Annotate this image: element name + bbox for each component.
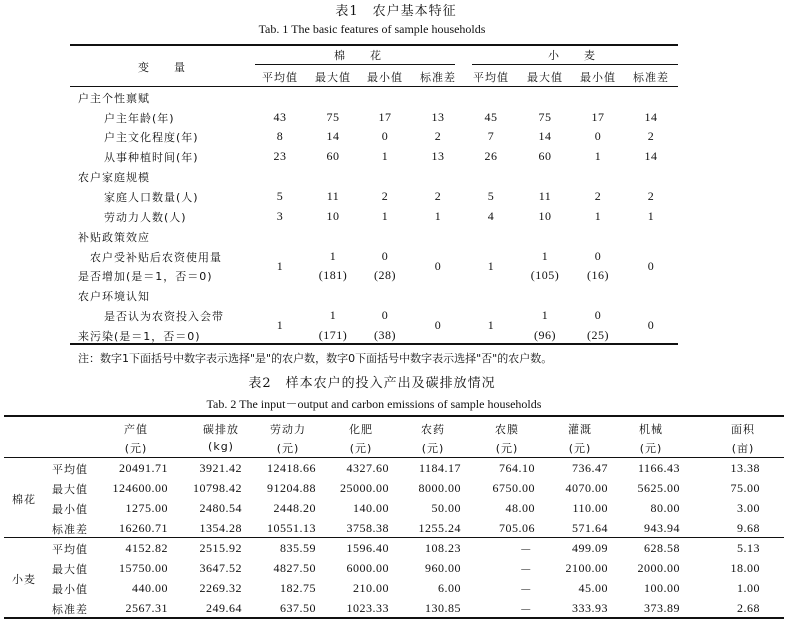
table1-cell: 0	[434, 259, 442, 273]
table2-header: 劳动力	[270, 423, 306, 436]
table1-cell: 1	[434, 209, 442, 223]
table2-cell: 20491.71	[119, 461, 168, 475]
table2-stat-label: 平均值	[52, 543, 88, 556]
table1-cell: 14	[326, 129, 340, 143]
table2-header: 化肥	[349, 423, 373, 436]
table2-cell: 1.00	[737, 581, 760, 595]
table2-cell: 5625.00	[637, 481, 680, 495]
table1-cell: 0	[434, 318, 442, 332]
table1-header-variable: 变 量	[138, 61, 186, 74]
table1-cell-count: (38)	[374, 328, 396, 342]
table1-cell: 23	[273, 149, 287, 163]
table1-cell: 0	[381, 249, 389, 263]
table1-section-title: 补贴政策效应	[78, 231, 150, 244]
table2-cell: 2000.00	[637, 561, 680, 575]
table2-top-rule	[4, 415, 784, 417]
table1-header-stat: 标准差	[420, 71, 456, 84]
table1-cell: 1	[541, 308, 549, 322]
table2-header: 农膜	[495, 423, 519, 436]
table2-cell: 6.00	[438, 581, 461, 595]
table1-header-stat: 最大值	[315, 71, 351, 84]
table1-caption-en: Tab. 1 The basic features of sample households	[258, 22, 486, 36]
table2-header: 机械	[639, 423, 663, 436]
table2-cell: －	[519, 543, 533, 557]
table2-cell: 8000.00	[418, 481, 461, 495]
table2-cell: 1184.17	[418, 461, 461, 475]
table2-cell: 3921.42	[199, 461, 242, 475]
table2-unit: (元)	[349, 442, 373, 455]
table1-cell: 75	[326, 110, 340, 124]
table1-header-stat: 平均值	[262, 71, 298, 84]
table2-unit: (kg)	[208, 440, 234, 453]
table2-cell: 45.00	[578, 581, 608, 595]
table2-cell: 2567.31	[125, 601, 168, 615]
table2-cell: 130.85	[425, 601, 461, 615]
table2-stat-label: 标准差	[52, 603, 88, 616]
table2-cell: 2448.20	[273, 501, 316, 515]
table2-cell: 5.13	[737, 541, 760, 555]
table1-row-label: 家庭人口数量(人)	[104, 191, 199, 204]
table2-cell: －	[519, 563, 533, 577]
table1-caption-cn: 表1 农户基本特征	[335, 4, 457, 19]
table2-stat-label: 最大值	[52, 563, 88, 576]
table2-cell: 835.59	[280, 541, 316, 555]
table1-row-label: 是否增加(是＝1，否＝0)	[78, 270, 213, 283]
table2-caption-en: Tab. 2 The input－output and carbon emissions of sample households	[206, 397, 542, 411]
table2-cell: 736.47	[572, 461, 608, 475]
table1-cell: 7	[487, 129, 495, 143]
table2-unit: (元)	[639, 442, 663, 455]
table1-cell: 43	[273, 110, 287, 124]
table2-cell: 2269.32	[199, 581, 242, 595]
table1-cell: 17	[378, 110, 392, 124]
table2-cell: 9.68	[737, 521, 760, 535]
table1-cell: 0	[381, 308, 389, 322]
table2-cell: 3.00	[737, 501, 760, 515]
table2-cell: 18.00	[730, 561, 760, 575]
table1-cell: 2	[381, 189, 389, 203]
table2-cell: 3758.38	[346, 521, 389, 535]
table1-header-stat: 平均值	[473, 71, 509, 84]
table1-cell: 0	[594, 249, 602, 263]
table2-cell: 249.64	[206, 601, 242, 615]
table1-header-stat: 最小值	[580, 71, 616, 84]
table1-header-wheat: 小 麦	[548, 49, 596, 62]
table2-cell: 50.00	[431, 501, 461, 515]
table1-cell: 1	[541, 249, 549, 263]
table2-cell: 100.00	[644, 581, 680, 595]
table1-cell: 1	[276, 259, 284, 273]
table2-cell: 12418.66	[267, 461, 316, 475]
table1-cell: 0	[647, 318, 655, 332]
table2-cell: 10551.13	[267, 521, 316, 535]
table2-unit: (元)	[421, 442, 445, 455]
table2-cell: 6750.00	[492, 481, 535, 495]
table2-cell: 960.00	[425, 561, 461, 575]
table2-stat-label: 最大值	[52, 483, 88, 496]
table1-cell: 1	[594, 209, 602, 223]
table2-cell: 764.10	[499, 461, 535, 475]
table2-unit: (亩)	[731, 442, 755, 455]
table2-stat-label: 平均值	[52, 463, 88, 476]
table1-note: 注：数字1下面括号中数字表示选择"是"的农户数，数字0下面括号中数字表示选择"否"的农户数。	[78, 352, 553, 365]
table1-cell: 60	[326, 149, 340, 163]
table2-cell: 440.00	[132, 581, 168, 595]
table2-cell: 10798.42	[193, 481, 242, 495]
table2-cell: 124600.00	[112, 481, 168, 495]
table2-cell: 943.94	[644, 521, 680, 535]
table2-cell: 571.64	[572, 521, 608, 535]
table2-unit: (元)	[124, 442, 148, 455]
table1-cell: 1	[487, 318, 495, 332]
table1-cell-count: (28)	[374, 268, 396, 282]
table1-header-stat: 最小值	[367, 71, 403, 84]
table2-cell: 2480.54	[199, 501, 242, 515]
table2-cell: 80.00	[650, 501, 680, 515]
table2-cell: 210.00	[353, 581, 389, 595]
table1-cotton-subrule	[255, 64, 455, 65]
table2-stat-label: 最小值	[52, 583, 88, 596]
table2-unit: (元)	[495, 442, 519, 455]
table2-cell: 15750.00	[119, 561, 168, 575]
table2-cell: 182.75	[280, 581, 316, 595]
table1-cell: 10	[538, 209, 552, 223]
table1-header-rule	[70, 86, 678, 87]
table2-cell: 108.23	[425, 541, 461, 555]
table1-top-rule	[70, 44, 678, 46]
table1-section-title: 户主个性禀赋	[78, 92, 150, 105]
table2-cell: 373.89	[644, 601, 680, 615]
table2-unit: (元)	[276, 442, 300, 455]
table2-cell: 2.68	[737, 601, 760, 615]
table2-cell: 4152.82	[125, 541, 168, 555]
table1-cell: 0	[381, 129, 389, 143]
table1-cell: 11	[326, 189, 340, 203]
table2-cell: 25000.00	[340, 481, 389, 495]
table1-cell: 2	[647, 189, 655, 203]
table1-cell-count: (25)	[587, 328, 609, 342]
table1-cell: 14	[538, 129, 552, 143]
table1-cell: 5	[276, 189, 284, 203]
table1-cell: 11	[538, 189, 552, 203]
table2-cell: 1275.00	[125, 501, 168, 515]
table2-cell: －	[519, 583, 533, 597]
table2-group-label: 棉花	[12, 493, 36, 506]
table1-cell-count: (181)	[318, 268, 348, 282]
table1-header-stat: 标准差	[633, 71, 669, 84]
table2-cell: 1166.43	[637, 461, 680, 475]
table1-row-label: 从事种植时间(年)	[104, 151, 199, 164]
table1-cell: 1	[381, 209, 389, 223]
table2-header: 产值	[124, 423, 148, 436]
table2-header: 面积	[731, 423, 755, 436]
table2-group-rule	[4, 537, 784, 538]
table1-cell: 26	[484, 149, 498, 163]
table2-cell: －	[519, 603, 533, 617]
table2-stat-label: 最小值	[52, 503, 88, 516]
table1-cell: 1	[487, 259, 495, 273]
table2-cell: 1023.33	[346, 601, 389, 615]
table1-header-stat: 最大值	[527, 71, 563, 84]
table2-cell: 2100.00	[565, 561, 608, 575]
table2-header: 灌溉	[568, 423, 592, 436]
table1-cell: 13	[431, 110, 445, 124]
table1-cell: 14	[644, 149, 658, 163]
table1-row-label: 是否认为农资投入会带	[104, 310, 224, 323]
table2-group-label: 小麦	[12, 573, 36, 586]
table1-cell: 1	[329, 308, 337, 322]
table1-row-label: 户主年龄(年)	[104, 112, 175, 125]
table1-cell: 1	[276, 318, 284, 332]
table2-cell: 4070.00	[565, 481, 608, 495]
table1-row-label: 劳动力人数(人)	[104, 211, 187, 224]
table1-cell: 2	[434, 129, 442, 143]
table2-unit: (元)	[568, 442, 592, 455]
table2-cell: 13.38	[730, 461, 760, 475]
table2-cell: 140.00	[353, 501, 389, 515]
table2-stat-label: 标准差	[52, 523, 88, 536]
table1-cell: 1	[594, 149, 602, 163]
table2-cell: 1255.24	[418, 521, 461, 535]
table1-cell-count: (16)	[587, 268, 609, 282]
table1-section-title: 农户环境认知	[78, 290, 150, 303]
table2-cell: 333.93	[572, 601, 608, 615]
table2-bottom-rule	[4, 617, 784, 619]
table1-cell: 60	[538, 149, 552, 163]
table1-cell: 14	[644, 110, 658, 124]
table2-cell: 75.00	[730, 481, 760, 495]
table1-header-cotton: 棉 花	[334, 49, 382, 62]
table1-cell: 0	[647, 259, 655, 273]
table1-section-title: 农户家庭规模	[78, 171, 150, 184]
table1-wheat-subrule	[472, 64, 678, 65]
table1-cell: 1	[647, 209, 655, 223]
table2-cell: 6000.00	[346, 561, 389, 575]
table1-cell: 17	[591, 110, 605, 124]
table1-cell-count: (171)	[318, 328, 348, 342]
table1-cell-count: (96)	[534, 328, 556, 342]
table1-cell: 0	[594, 308, 602, 322]
table2-cell: 3647.52	[199, 561, 242, 575]
table2-header: 碳排放	[203, 423, 239, 436]
table1-cell: 5	[487, 189, 495, 203]
table2-cell: 637.50	[280, 601, 316, 615]
table2-cell: 110.00	[572, 501, 608, 515]
table1-cell: 3	[276, 209, 284, 223]
table1-row-label: 户主文化程度(年)	[104, 131, 199, 144]
table2-cell: 2515.92	[199, 541, 242, 555]
table2-cell: 705.06	[499, 521, 535, 535]
table1-cell: 2	[647, 129, 655, 143]
table2-caption-cn: 表2 样本农户的投入产出及碳排放情况	[248, 376, 496, 391]
table2-cell: 4327.60	[346, 461, 389, 475]
table2-cell: 628.58	[644, 541, 680, 555]
table1-cell-count: (105)	[530, 268, 560, 282]
table1-cell: 8	[276, 129, 284, 143]
table1-cell: 0	[594, 129, 602, 143]
table2-cell: 1596.40	[346, 541, 389, 555]
table1-cell: 45	[484, 110, 498, 124]
table1-row-label: 来污染(是＝1，否＝0)	[78, 330, 201, 343]
table1-cell: 1	[381, 149, 389, 163]
table2-cell: 1354.28	[199, 521, 242, 535]
table1-cell: 10	[326, 209, 340, 223]
table1-cell: 75	[538, 110, 552, 124]
table2-cell: 4827.50	[273, 561, 316, 575]
table1-cell: 2	[594, 189, 602, 203]
table2-header-rule	[4, 457, 784, 458]
table1-cell: 2	[434, 189, 442, 203]
table1-row-label: 农户受补贴后农资使用量	[90, 251, 222, 264]
table2-cell: 499.09	[572, 541, 608, 555]
table1-cell: 13	[431, 149, 445, 163]
table1-cell: 1	[329, 249, 337, 263]
table2-cell: 91204.88	[267, 481, 316, 495]
table2-header: 农药	[421, 423, 445, 436]
table2-cell: 16260.71	[119, 521, 168, 535]
table1-cell: 4	[487, 209, 495, 223]
table2-cell: 48.00	[505, 501, 535, 515]
